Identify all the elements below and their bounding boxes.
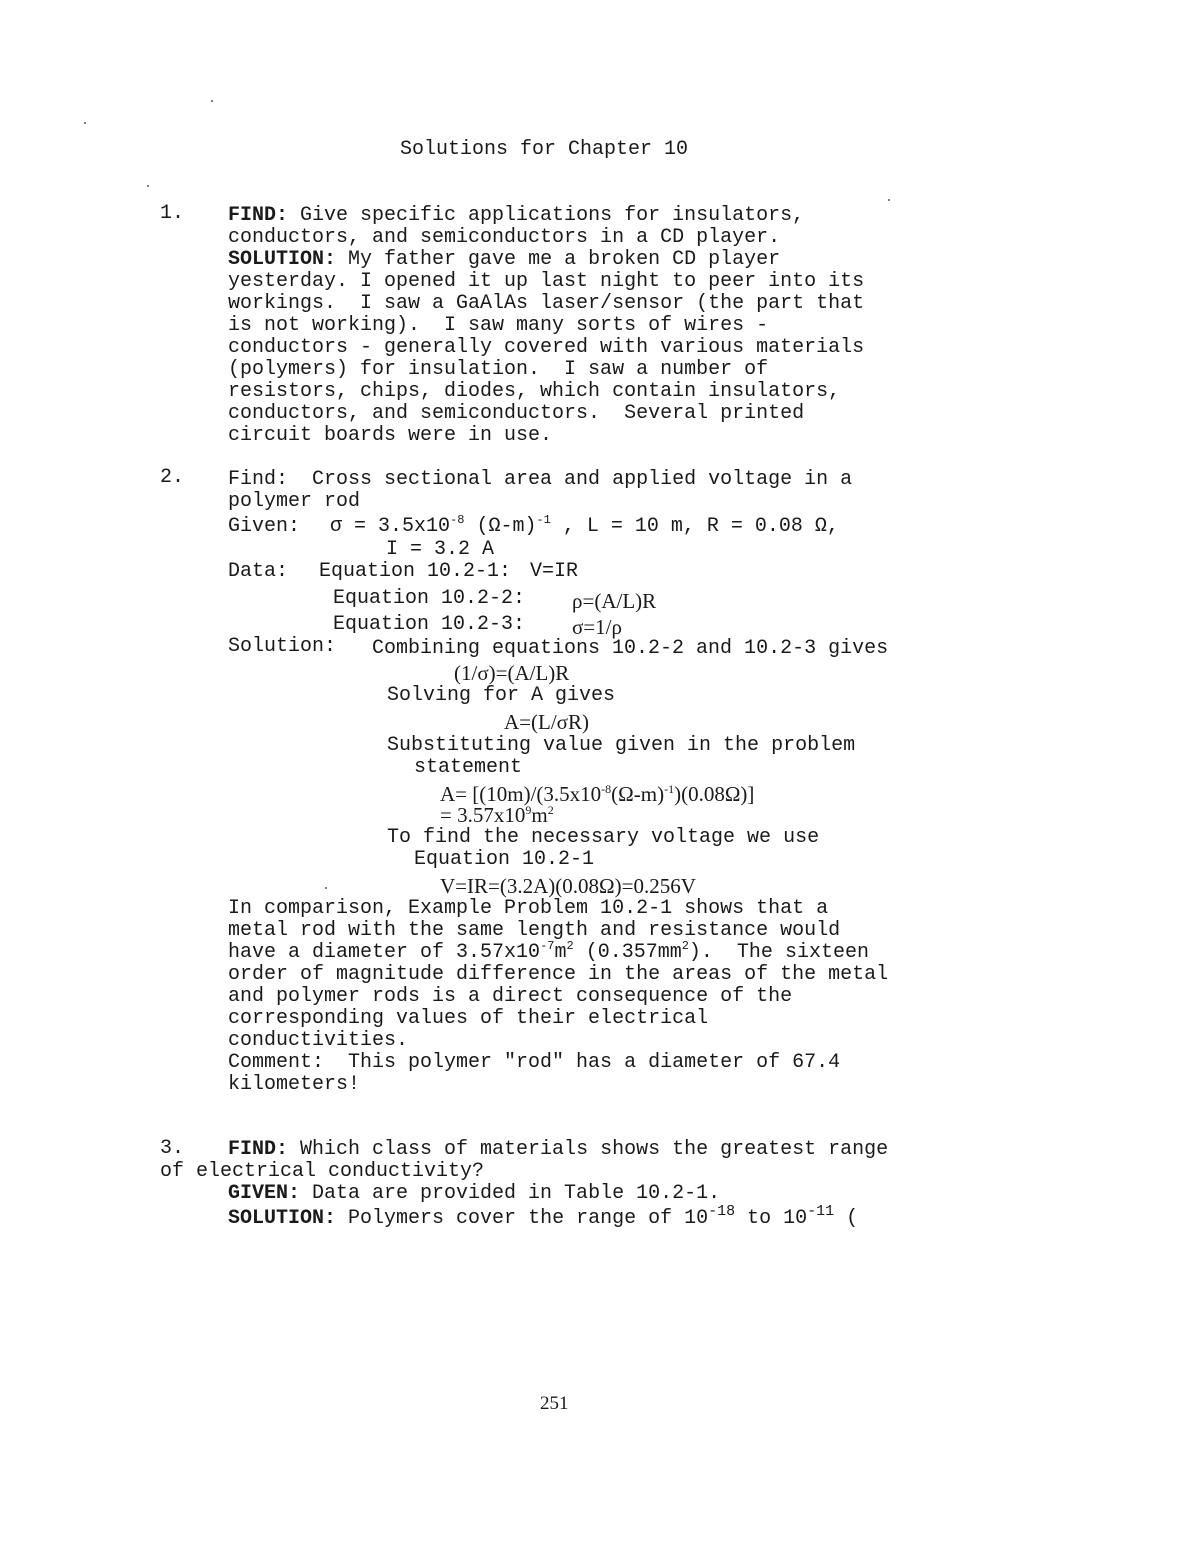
problem-2-data-label: Data: bbox=[228, 560, 289, 583]
problem-1-find-line: conductors, and semiconductors in a CD player. bbox=[228, 226, 781, 249]
scan-speck bbox=[325, 887, 327, 889]
comparison-line: order of magnitude difference in the areas of the metal bbox=[228, 963, 889, 986]
problem-2-solution-line: Solving for A gives bbox=[387, 684, 616, 707]
formula-area-result: = $3.57x10^9m^2$ bbox=[440, 803, 554, 827]
formula-area-substituted: $A= [(10m)/(3.5x10^{-8}(\Omega-m)^{-1})(0.08\Omega)]$ bbox=[440, 782, 755, 806]
problem-3-find: FIND: Which class of materials shows the greatest range bbox=[228, 1138, 889, 1161]
problem-1-find: FIND: Give specific applications for insulators, bbox=[228, 204, 805, 227]
page-title: Solutions for Chapter 10 bbox=[400, 138, 689, 161]
equation-10-2-2-label: Equation 10.2-2: bbox=[333, 587, 526, 610]
problem-2-solution-line: statement bbox=[414, 756, 523, 779]
equation-10-2-3-label: Equation 10.2-3: bbox=[333, 613, 526, 636]
comparison-line: metal rod with the same length and resistance would bbox=[228, 919, 841, 942]
problem-2-find: Find: Cross sectional area and applied voltage in a bbox=[228, 468, 853, 491]
problem-2-number: 2. bbox=[160, 466, 185, 489]
comparison-line: In comparison, Example Problem 10.2-1 shows that a bbox=[228, 897, 829, 920]
equation-10-2-1-label: Equation 10.2-1: bbox=[319, 560, 512, 583]
problem-1-number: 1. bbox=[160, 202, 185, 225]
problem-2-solution-line: Substituting value given in the problem bbox=[387, 734, 856, 757]
problem-3-number: 3. bbox=[160, 1137, 185, 1160]
formula-area: A=(L/σR) bbox=[504, 710, 589, 734]
comparison-line: and polymer rods is a direct consequence of the bbox=[228, 985, 793, 1008]
equation-10-2-1: V=IR bbox=[530, 560, 579, 583]
problem-2-given-values: $\sigma = 3.5x10^{-8}$ $(\Omega-m)^{-1}$ , L = 10 m, R = 0.08 Ω, bbox=[330, 513, 839, 538]
problem-1-solution-line: workings. I saw a GaAlAs laser/sensor (the part that bbox=[228, 292, 865, 315]
comparison-line: corresponding values of their electrical bbox=[228, 1007, 709, 1030]
equation-10-2-2: ρ=(A/L)R bbox=[572, 589, 657, 613]
problem-1-solution-line: resistors, chips, diodes, which contain insulators, bbox=[228, 380, 841, 403]
problem-2-given-label: Given: bbox=[228, 515, 301, 538]
problem-1-solution: SOLUTION: My father gave me a broken CD player bbox=[228, 248, 781, 271]
problem-1-solution-line: yesterday. I opened it up last night to peer into its bbox=[228, 270, 865, 293]
comparison-line: conductivities. bbox=[228, 1029, 409, 1052]
problem-1-solution-line: circuit boards were in use. bbox=[228, 424, 553, 447]
scan-speck bbox=[84, 122, 86, 124]
comment-line: kilometers! bbox=[228, 1073, 361, 1096]
scan-speck bbox=[211, 100, 213, 102]
problem-1-solution-line: conductors, and semiconductors. Several printed bbox=[228, 402, 805, 425]
problem-2-solution-line: Combining equations 10.2-2 and 10.2-3 gives bbox=[372, 637, 889, 660]
problem-1-solution-line: conductors - generally covered with various materials bbox=[228, 336, 865, 359]
comparison-line: have a diameter of $3.57x10^{-7}m^2$ $(0.357mm^2)$. The sixteen bbox=[228, 939, 869, 964]
problem-2-solution-label: Solution: bbox=[228, 635, 337, 658]
problem-3-given: GIVEN: Data are provided in Table 10.2-1. bbox=[228, 1182, 721, 1205]
comment-line: Comment: This polymer "rod" has a diameter of 67.4 bbox=[228, 1051, 841, 1074]
problem-2-solution-line: To find the necessary voltage we use bbox=[387, 826, 820, 849]
problem-2-solution-line: Equation 10.2-1 bbox=[414, 848, 595, 871]
problem-1-solution-line: is not working). I saw many sorts of wires - bbox=[228, 314, 769, 337]
equation-10-2-3: σ=1/ρ bbox=[572, 615, 622, 639]
problem-3-find-line: of electrical conductivity? bbox=[160, 1160, 485, 1183]
problem-2-given-current: I = 3.2 A bbox=[386, 538, 495, 561]
problem-3-solution: SOLUTION: Polymers cover the range of $10^{-18}$ to $10^{-11}$ ( bbox=[228, 1203, 859, 1230]
formula-voltage: V=IR=(3.2A)(0.08Ω)=0.256V bbox=[440, 874, 696, 898]
page-number: 251 bbox=[540, 1393, 569, 1414]
formula-inverse-sigma: (1/σ)=(A/L)R bbox=[454, 661, 570, 685]
scan-speck bbox=[147, 185, 149, 187]
problem-2-find-line: polymer rod bbox=[228, 490, 361, 513]
problem-1-solution-line: (polymers) for insulation. I saw a number of bbox=[228, 358, 769, 381]
scan-speck bbox=[888, 199, 890, 201]
